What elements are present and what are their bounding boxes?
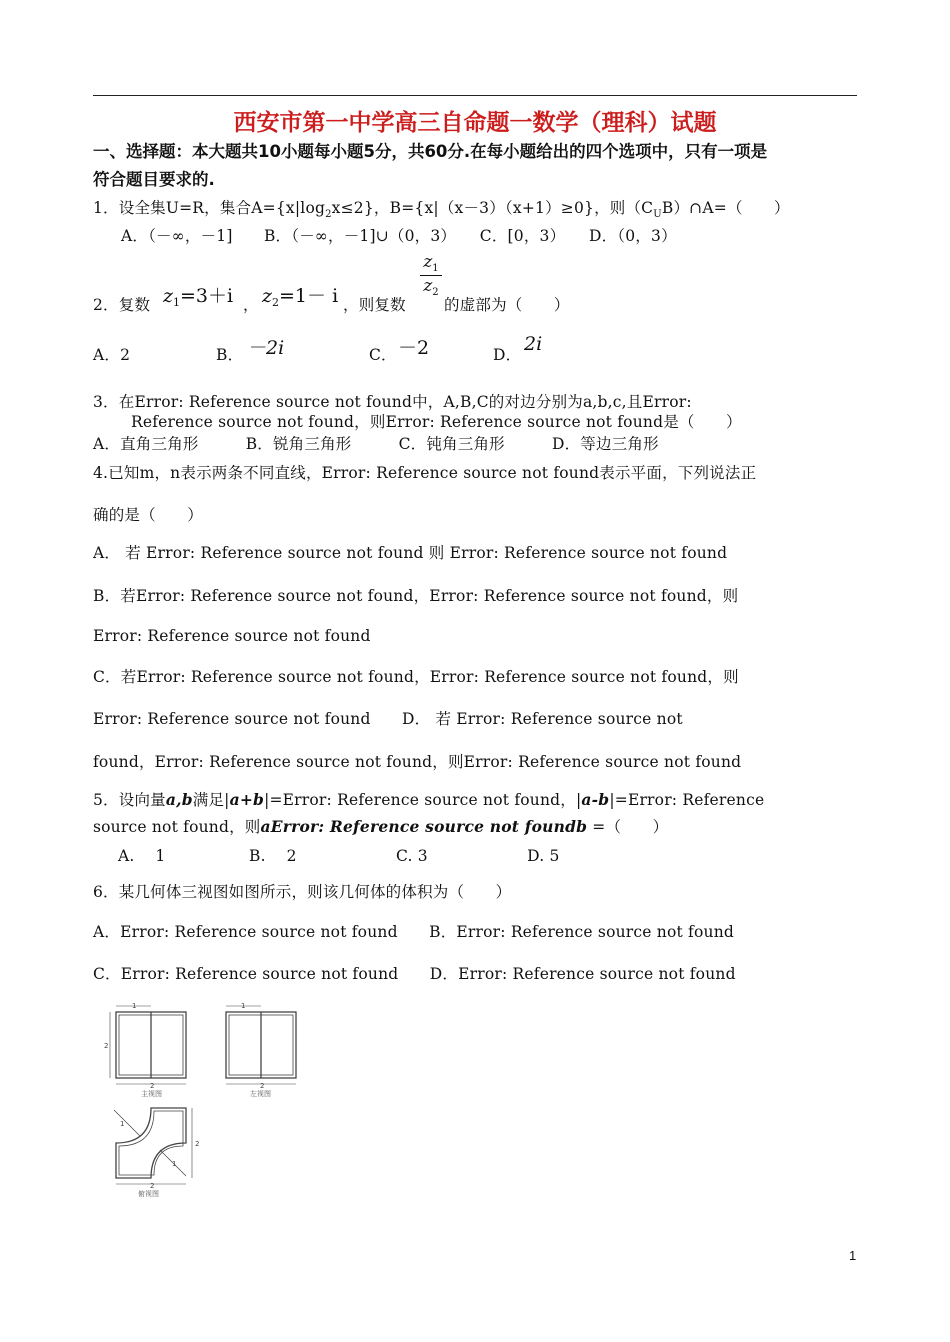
front-dim-1-label: 1 (132, 1002, 137, 1010)
question-1-options: A．（－∞，－1] B．（－∞，－1]∪（0，3） C．[0，3） D．（0，3） (121, 227, 677, 245)
q5-line1-a: 5．设向量 (93, 791, 166, 809)
top-dim-2-bottom-label: 2 (150, 1182, 155, 1190)
top-view-diag-1 (114, 1110, 140, 1136)
q2-suffix: 的虚部为（ ） (444, 296, 570, 314)
question-5-options: A. 1 B. 2 C. 3 D. 5 (118, 847, 560, 865)
q2-mid: ，则复数 (343, 296, 406, 314)
top-dim-2-right-label: 2 (195, 1140, 200, 1148)
q2-z1-val: =3＋i (180, 285, 234, 307)
q2-option-d-label: D． (493, 346, 522, 364)
q2-comma: ， (243, 296, 259, 314)
q2-frac-den (420, 276, 442, 298)
section-heading-line2: 符合题目要求的. (93, 170, 215, 189)
side-dim-1-label: 1 (241, 1002, 246, 1010)
question-3-options: A．直角三角形 B．锐角三角形 C．钝角三角形 D．等边三角形 (93, 435, 659, 453)
q2-z1-var: z (163, 285, 174, 307)
section-heading-line1: 一、选择题：本大题共10小题每小题5分，共60分.在每小题给出的四个选项中，只有一项是 (93, 142, 768, 161)
question-4-option-c-line2: Error: Reference source not found D． 若 Error: Reference source not (93, 710, 683, 728)
question-4-option-a: A． 若 Error: Reference source not found 则 Error: Reference source not found (93, 544, 728, 562)
q5-line1-b: 满足| (192, 791, 230, 809)
question-3-line1: 3．在Error: Reference source not found中，A,B,C的对边分别为a,b,c,且Error: (93, 393, 692, 411)
three-view-figure (100, 998, 310, 1198)
question-5-line1 (93, 788, 764, 810)
q1-stem-b: x≤2}，B={x|（x－3）（x+1）≥0}，则（C (331, 199, 654, 217)
q5-line1-c: |=Error: Reference source not found，| (264, 791, 582, 809)
page-number: 1 (849, 1248, 857, 1263)
question-1-stem (93, 196, 790, 220)
q2-z2-val: =1－ i (279, 285, 339, 307)
q1-stem-a: 1．设全集U=R，集合A={x|log (93, 199, 326, 217)
question-4-option-b-line2: Error: Reference source not found (93, 627, 371, 645)
q2-frac-den-var: z (423, 276, 433, 297)
q2-frac-den-sub: 2 (432, 287, 439, 299)
top-dim-1b-label: 1 (172, 1160, 177, 1168)
top-dim-1a-label: 1 (120, 1120, 125, 1128)
front-dim-height-label: 2 (104, 1042, 109, 1050)
front-view (110, 1006, 186, 1084)
q2-z2 (262, 281, 338, 309)
question-3-line2: Reference source not found，则Error: Reference source not found是（ ） (131, 413, 742, 431)
question-4-line1: 4.已知m，n表示两条不同直线，Error: Reference source not found表示平面，下列说法正 (93, 464, 757, 482)
q1-sub-2: 2 (325, 209, 332, 221)
q2-option-c-label: C． (369, 346, 397, 364)
q5-vector-diff: a-b (581, 790, 610, 809)
q2-option-d-value: 2i (524, 333, 543, 355)
side-dim-2-label: 2 (260, 1082, 265, 1090)
question-6-stem: 6．某几何体三视图如图所示，则该几何体的体积为（ ） (93, 883, 512, 901)
q5-vector-sum: a+b (229, 790, 265, 809)
q5-line1-d: |=Error: Reference (609, 791, 765, 809)
q2-option-c-value: －2 (398, 337, 430, 359)
q2-frac-num-var: z (423, 252, 433, 272)
q2-z2-sub: 2 (272, 296, 280, 310)
front-dim-2-label: 2 (150, 1082, 155, 1090)
question-5-line2 (93, 815, 668, 837)
q2-z1-sub: 1 (173, 296, 181, 310)
q5-vectors: a,b (165, 790, 193, 809)
top-view (114, 1108, 192, 1184)
question-6-options-cd: C．Error: Reference source not found D．Error: Reference source not found (93, 965, 736, 983)
q2-option-b-label: B． (216, 346, 244, 364)
header-rule (93, 95, 857, 96)
top-view-label: 俯视图 (138, 1190, 159, 1198)
q5-expression: aError: Reference source not foundb (260, 817, 588, 836)
side-view-label: 左视图 (250, 1090, 271, 1098)
question-4-option-c-line1: C．若Error: Reference source not found，Error: Reference source not found，则 (93, 668, 739, 686)
question-4-option-d: found，Error: Reference source not found，则Error: Reference source not found (93, 753, 742, 771)
question-4-option-b-line1: B．若Error: Reference source not found，Error: Reference source not found，则 (93, 587, 739, 605)
q1-stem-c: B）∩A=（ ） (661, 199, 790, 217)
q2-frac-num (420, 252, 442, 276)
q2-fraction (420, 252, 442, 298)
q5-line2-a: source not found，则 (93, 818, 261, 836)
side-view (226, 1006, 296, 1084)
q2-option-b-value: －2i (247, 337, 285, 359)
q2-z2-var: z (262, 285, 273, 307)
page-title: 西安市第一中学高三自命题一数学（理科）试题 (233, 110, 717, 136)
q1-sub-u: U (653, 209, 662, 221)
q2-prefix: 2．复数 (93, 296, 151, 314)
question-6-options-ab: A．Error: Reference source not found B．Error: Reference source not found (93, 923, 734, 941)
q2-z1 (163, 281, 233, 309)
q2-frac-num-sub: 1 (432, 263, 439, 275)
q5-line2-b: =（ ） (587, 818, 669, 836)
q2-option-a: A．2 (93, 346, 131, 364)
front-view-label: 主视图 (141, 1090, 162, 1098)
question-4-line2: 确的是（ ） (93, 506, 203, 524)
